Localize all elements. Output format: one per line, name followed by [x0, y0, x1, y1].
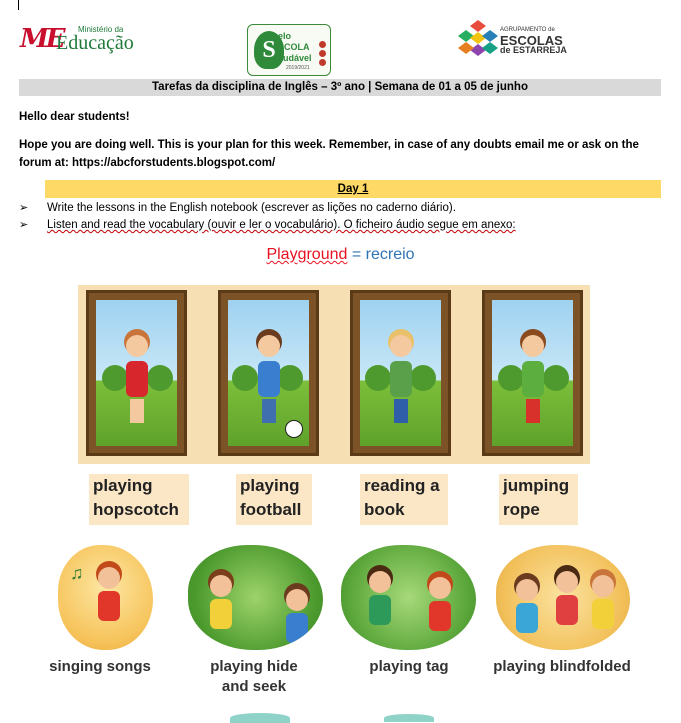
activity-caption-blindfolded [484, 657, 640, 677]
caption-line: playing blindfolded [493, 658, 631, 675]
card-label-line: playing [240, 476, 300, 495]
card-label-line: reading a [364, 476, 440, 495]
text-cursor [18, 0, 19, 10]
page-title: Tarefas da disciplina de Inglês – 3º ano | Semana de 01 a 05 de junho [19, 79, 661, 96]
card-label-football [236, 474, 312, 525]
card-label-line: rope [503, 500, 540, 519]
intro-text: Hope you are doing well. This is your plan for this week. Remember, in case of any doubts email me or ask on the forum at: https://abcforstudents.blogspot.com/ [19, 139, 639, 169]
next-picture-top-1 [230, 713, 290, 723]
hide-and-seek-picture [188, 545, 323, 650]
card-label-hopscotch [89, 474, 189, 525]
vocab-equals: = [351, 246, 362, 263]
singing-songs-picture [58, 545, 153, 650]
ministerio-educacao-logo [20, 22, 145, 58]
caption-line: singing songs [49, 658, 151, 675]
playground-picture-panel [78, 285, 590, 464]
selo-s-mark: S [254, 31, 284, 69]
vocab-word-pt: recreio [365, 246, 415, 263]
activity-caption-singing [44, 657, 156, 677]
selo-line-3: audável [278, 53, 312, 63]
escolas-small-text: AGRUPAMENTO de [500, 27, 555, 33]
ministerio-small-text: Ministério da [78, 25, 124, 34]
card-label-line: book [364, 500, 405, 519]
ministerio-big-text: Educação [56, 32, 134, 54]
selo-escola-saudavel-logo [247, 24, 331, 76]
card-label-line: football [240, 500, 302, 519]
bullet-text: Listen and read the vocabulary (ouvir e ler o vocabulário). O ficheiro áudio segue em anexo: [47, 219, 516, 231]
selo-year: 2019/2021 [286, 65, 310, 71]
bullet-text: Write the lessons in the English notebook (escrever as lições no caderno diário). [47, 202, 456, 214]
caption-line: and seek [221, 678, 287, 695]
arrow-bullet-icon: ➢ [19, 202, 29, 214]
vocab-heading [0, 246, 681, 264]
escolas-place-text: de ESTARREJA [500, 45, 567, 55]
playing-tag-picture [341, 545, 476, 650]
caption-line: playing tag [369, 658, 449, 675]
music-note-icon: ♫ [70, 563, 84, 583]
card-label-line: playing [93, 476, 153, 495]
escolas-big-text: ESCOLAS [500, 33, 563, 48]
greeting-text: Hello dear students! [19, 111, 130, 123]
caption-line: playing hide [210, 658, 298, 675]
selo-line-2: SCOLA [278, 42, 310, 52]
escolas-estarreja-logo [458, 18, 568, 60]
card-label-line: hopscotch [93, 500, 179, 519]
blindfolded-picture [496, 545, 630, 650]
activity-caption-tag [356, 657, 462, 677]
football-picture [218, 290, 319, 456]
jumping-rope-picture [482, 290, 583, 456]
selo-line-1: elo [278, 31, 292, 41]
day-title: Day 1 [337, 183, 369, 195]
activity-caption-hide-seek [198, 657, 310, 697]
puzzle-mosaic-icon [458, 18, 498, 58]
arrow-bullet-icon: ➢ [19, 219, 29, 231]
card-label-jumping [499, 474, 578, 525]
day-heading [45, 180, 661, 198]
me-mark: ME [20, 24, 63, 54]
next-picture-top-2 [384, 714, 434, 722]
vocab-word-en: Playground [266, 246, 348, 263]
reading-book-picture [350, 290, 451, 456]
card-label-reading [360, 474, 448, 525]
hopscotch-picture [86, 290, 187, 456]
card-label-line: jumping [503, 476, 570, 495]
selo-dots-icon [319, 41, 326, 68]
